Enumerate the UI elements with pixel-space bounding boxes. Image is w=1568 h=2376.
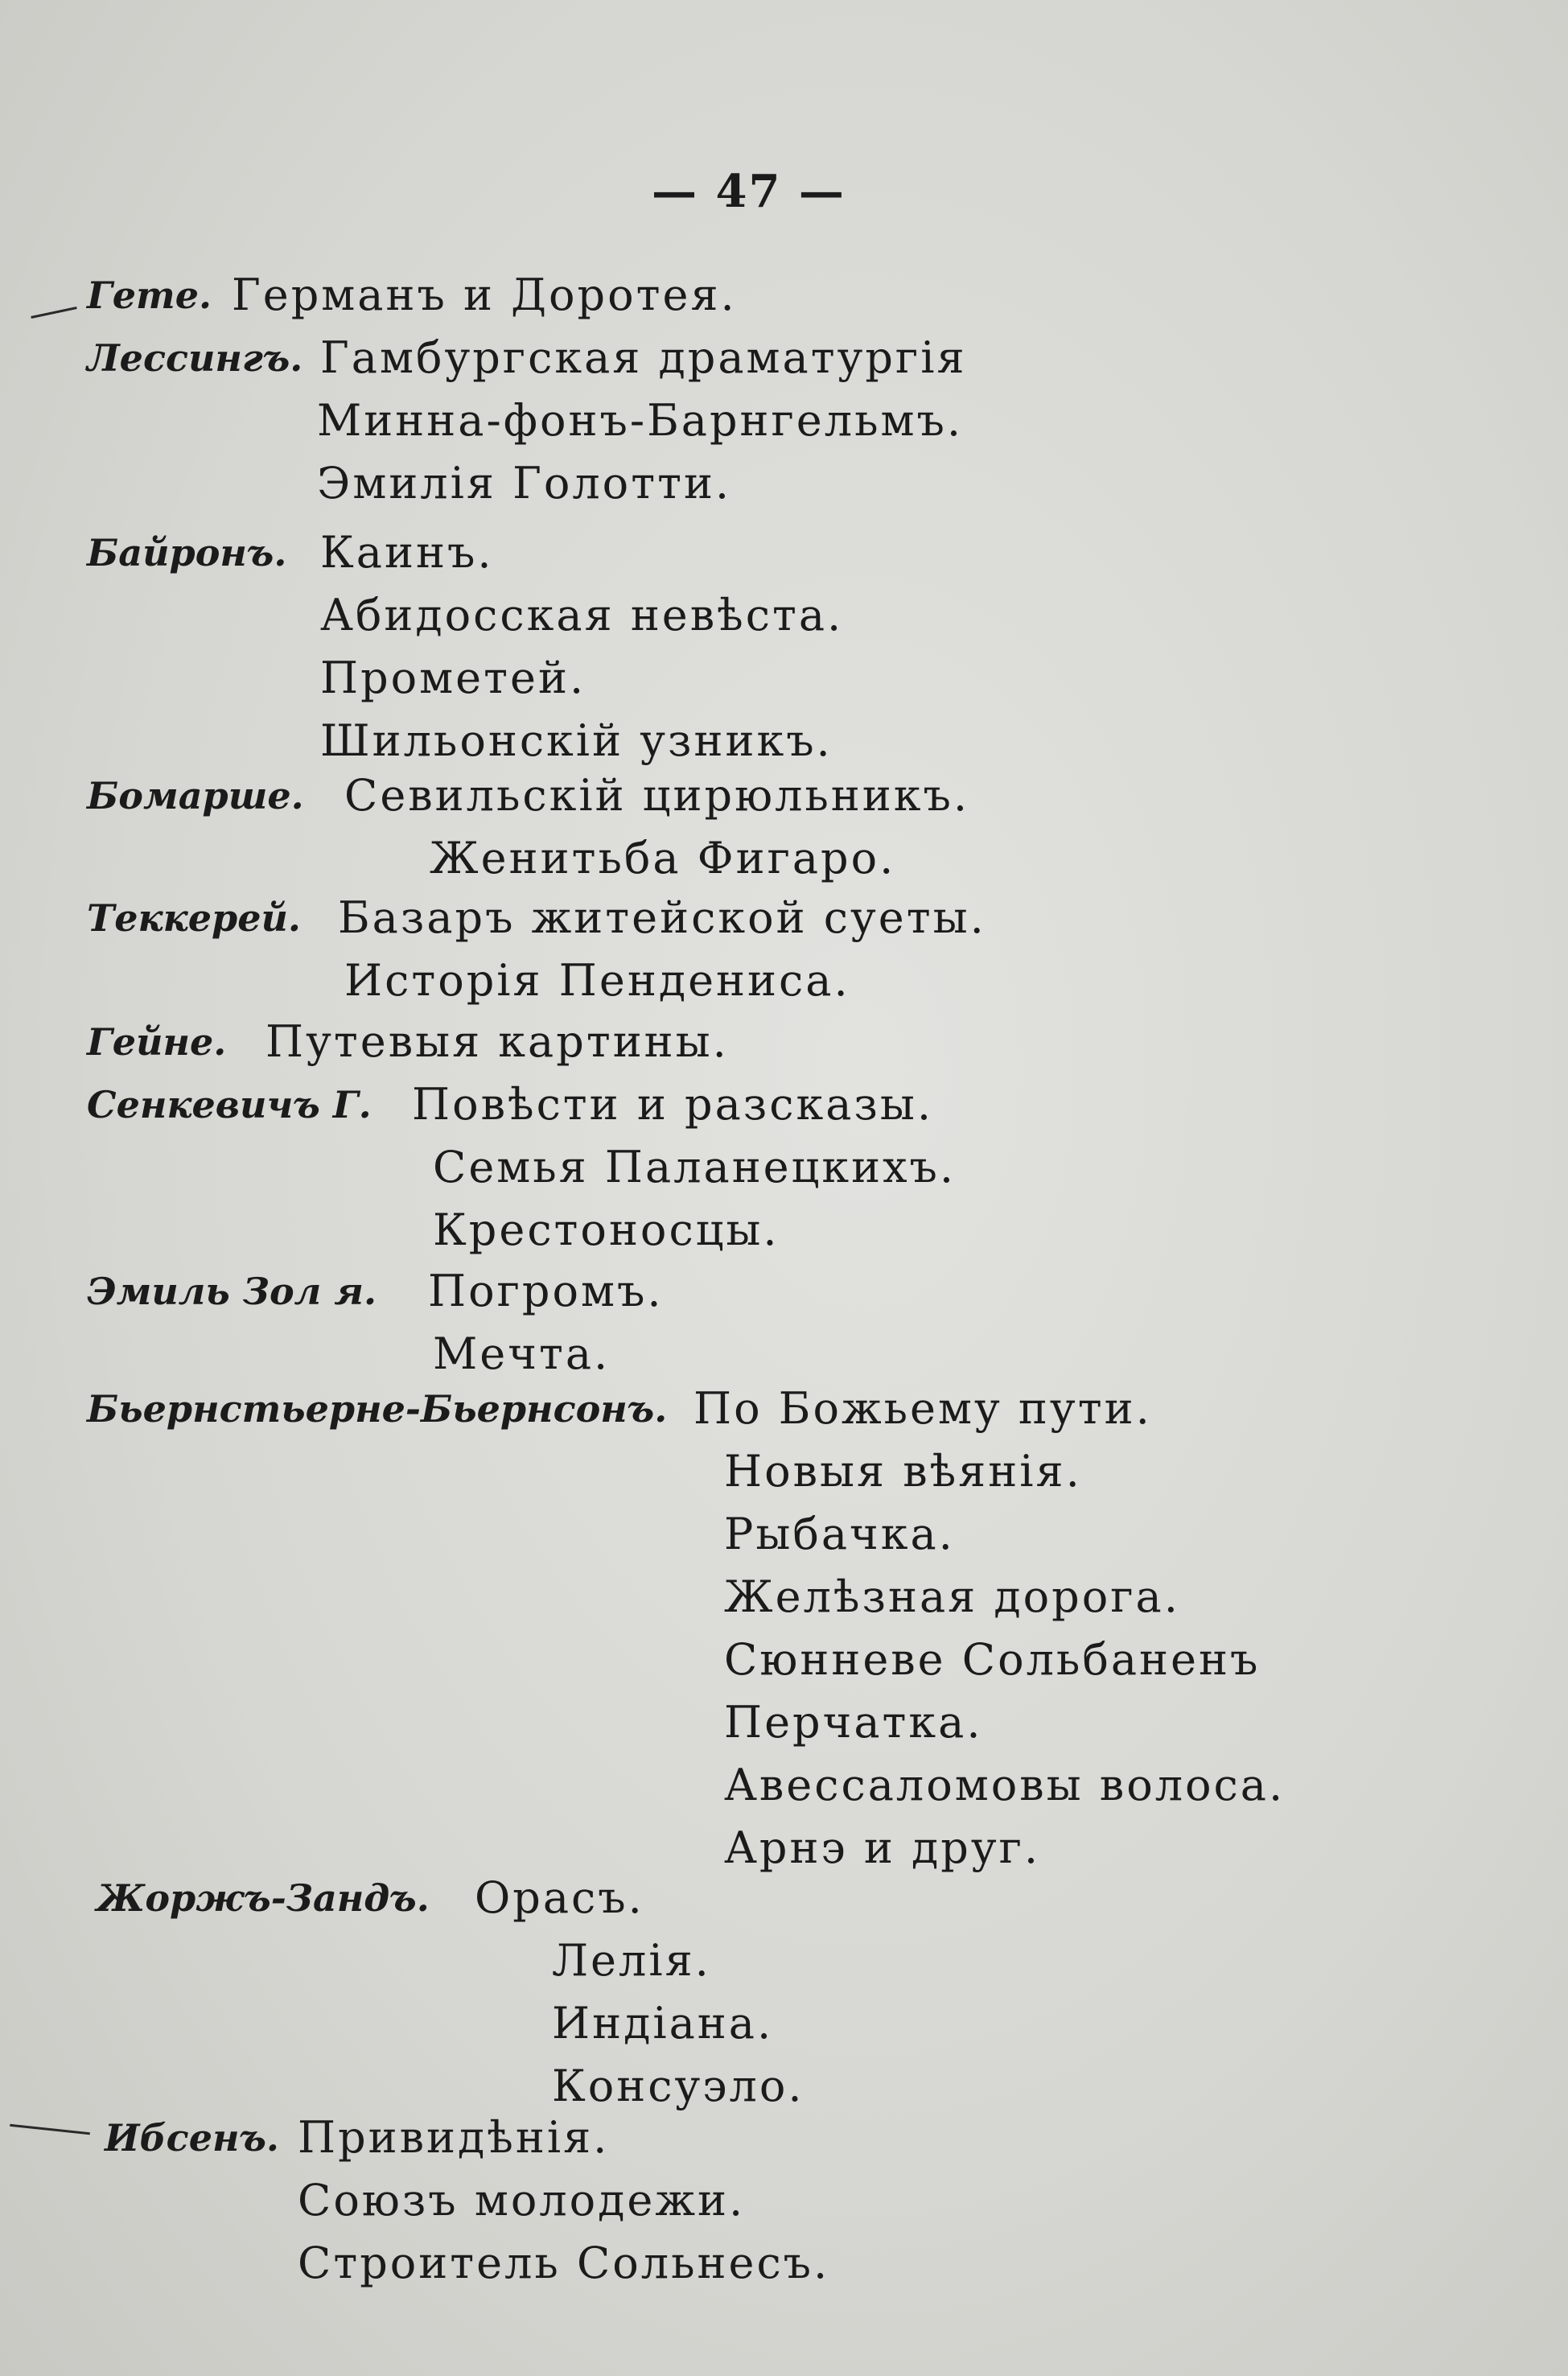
work-title: Новыя вѣянія. [724,1446,1082,1497]
work-title: Строитель Сольнесъ. [298,2238,830,2288]
author-name: Сенкевичъ Г. [87,1083,372,1126]
work-title: Повѣсти и разсказы. [412,1079,933,1130]
margin-mark-ibsen [10,2124,90,2135]
work-title: Желѣзная дорога. [724,1571,1180,1622]
author-name: Ибсенъ. [105,2116,279,2160]
page-number: — 47 — [652,165,846,218]
work-title: Крестоносцы. [433,1204,780,1255]
margin-mark-goethe [31,307,76,319]
work-title: Каинъ. [320,527,494,578]
work-title: По Божьему пути. [693,1383,1152,1434]
work-title: Мечта. [433,1328,611,1379]
work-title: Перчатка. [724,1697,983,1748]
author-name: Бьернстьерне-Бьернсонъ. [87,1387,668,1431]
work-title: Базаръ житейской суеты. [338,892,986,943]
work-title: Эмилія Голотти. [317,458,732,509]
work-title: Лелія. [552,1935,711,1986]
work-title: Минна-фонъ-Барнгельмъ. [317,395,963,446]
work-title: Авессаломовы волоса. [724,1760,1286,1810]
work-title: Индіана. [552,1998,774,2049]
author-name: Гете. [87,274,212,317]
author-name: Лессингъ. [87,336,303,380]
work-title: Прометей. [320,653,586,703]
work-title: Семья Паланецкихъ. [433,1142,957,1192]
author-name: Эмиль Зол я. [87,1270,377,1313]
work-title: Рыбачка. [724,1509,955,1559]
author-name: Байронъ. [87,531,287,574]
work-title: Погромъ. [428,1266,664,1316]
work-title: Севильскій цирюльникъ. [344,770,970,821]
work-title: Орасъ. [475,1872,644,1923]
work-title: Сюнневе Сольбаненъ [724,1634,1261,1685]
work-title: Шильонскій узникъ. [320,715,833,766]
work-title: Исторія Пендениса. [344,955,850,1006]
author-name: Бомарше. [87,774,304,817]
work-title: Женитьба Фигаро. [430,833,896,883]
work-title: Германъ и Доротея. [232,270,737,320]
work-title: Гамбургская драматургія [320,332,967,383]
work-title: Абидосская невѣста. [320,590,844,640]
author-name: Жоржъ-Зандъ. [97,1876,430,1920]
work-title: Союзъ молодежи. [298,2175,746,2226]
work-title: Консуэло. [552,2061,805,2111]
author-name: Гейне. [87,1020,227,1064]
work-title: Арнэ и друг. [724,1822,1041,1873]
work-title: Путевыя картины. [265,1016,729,1067]
author-name: Теккерей. [87,896,301,940]
work-title: Привидѣнія. [298,2112,610,2163]
